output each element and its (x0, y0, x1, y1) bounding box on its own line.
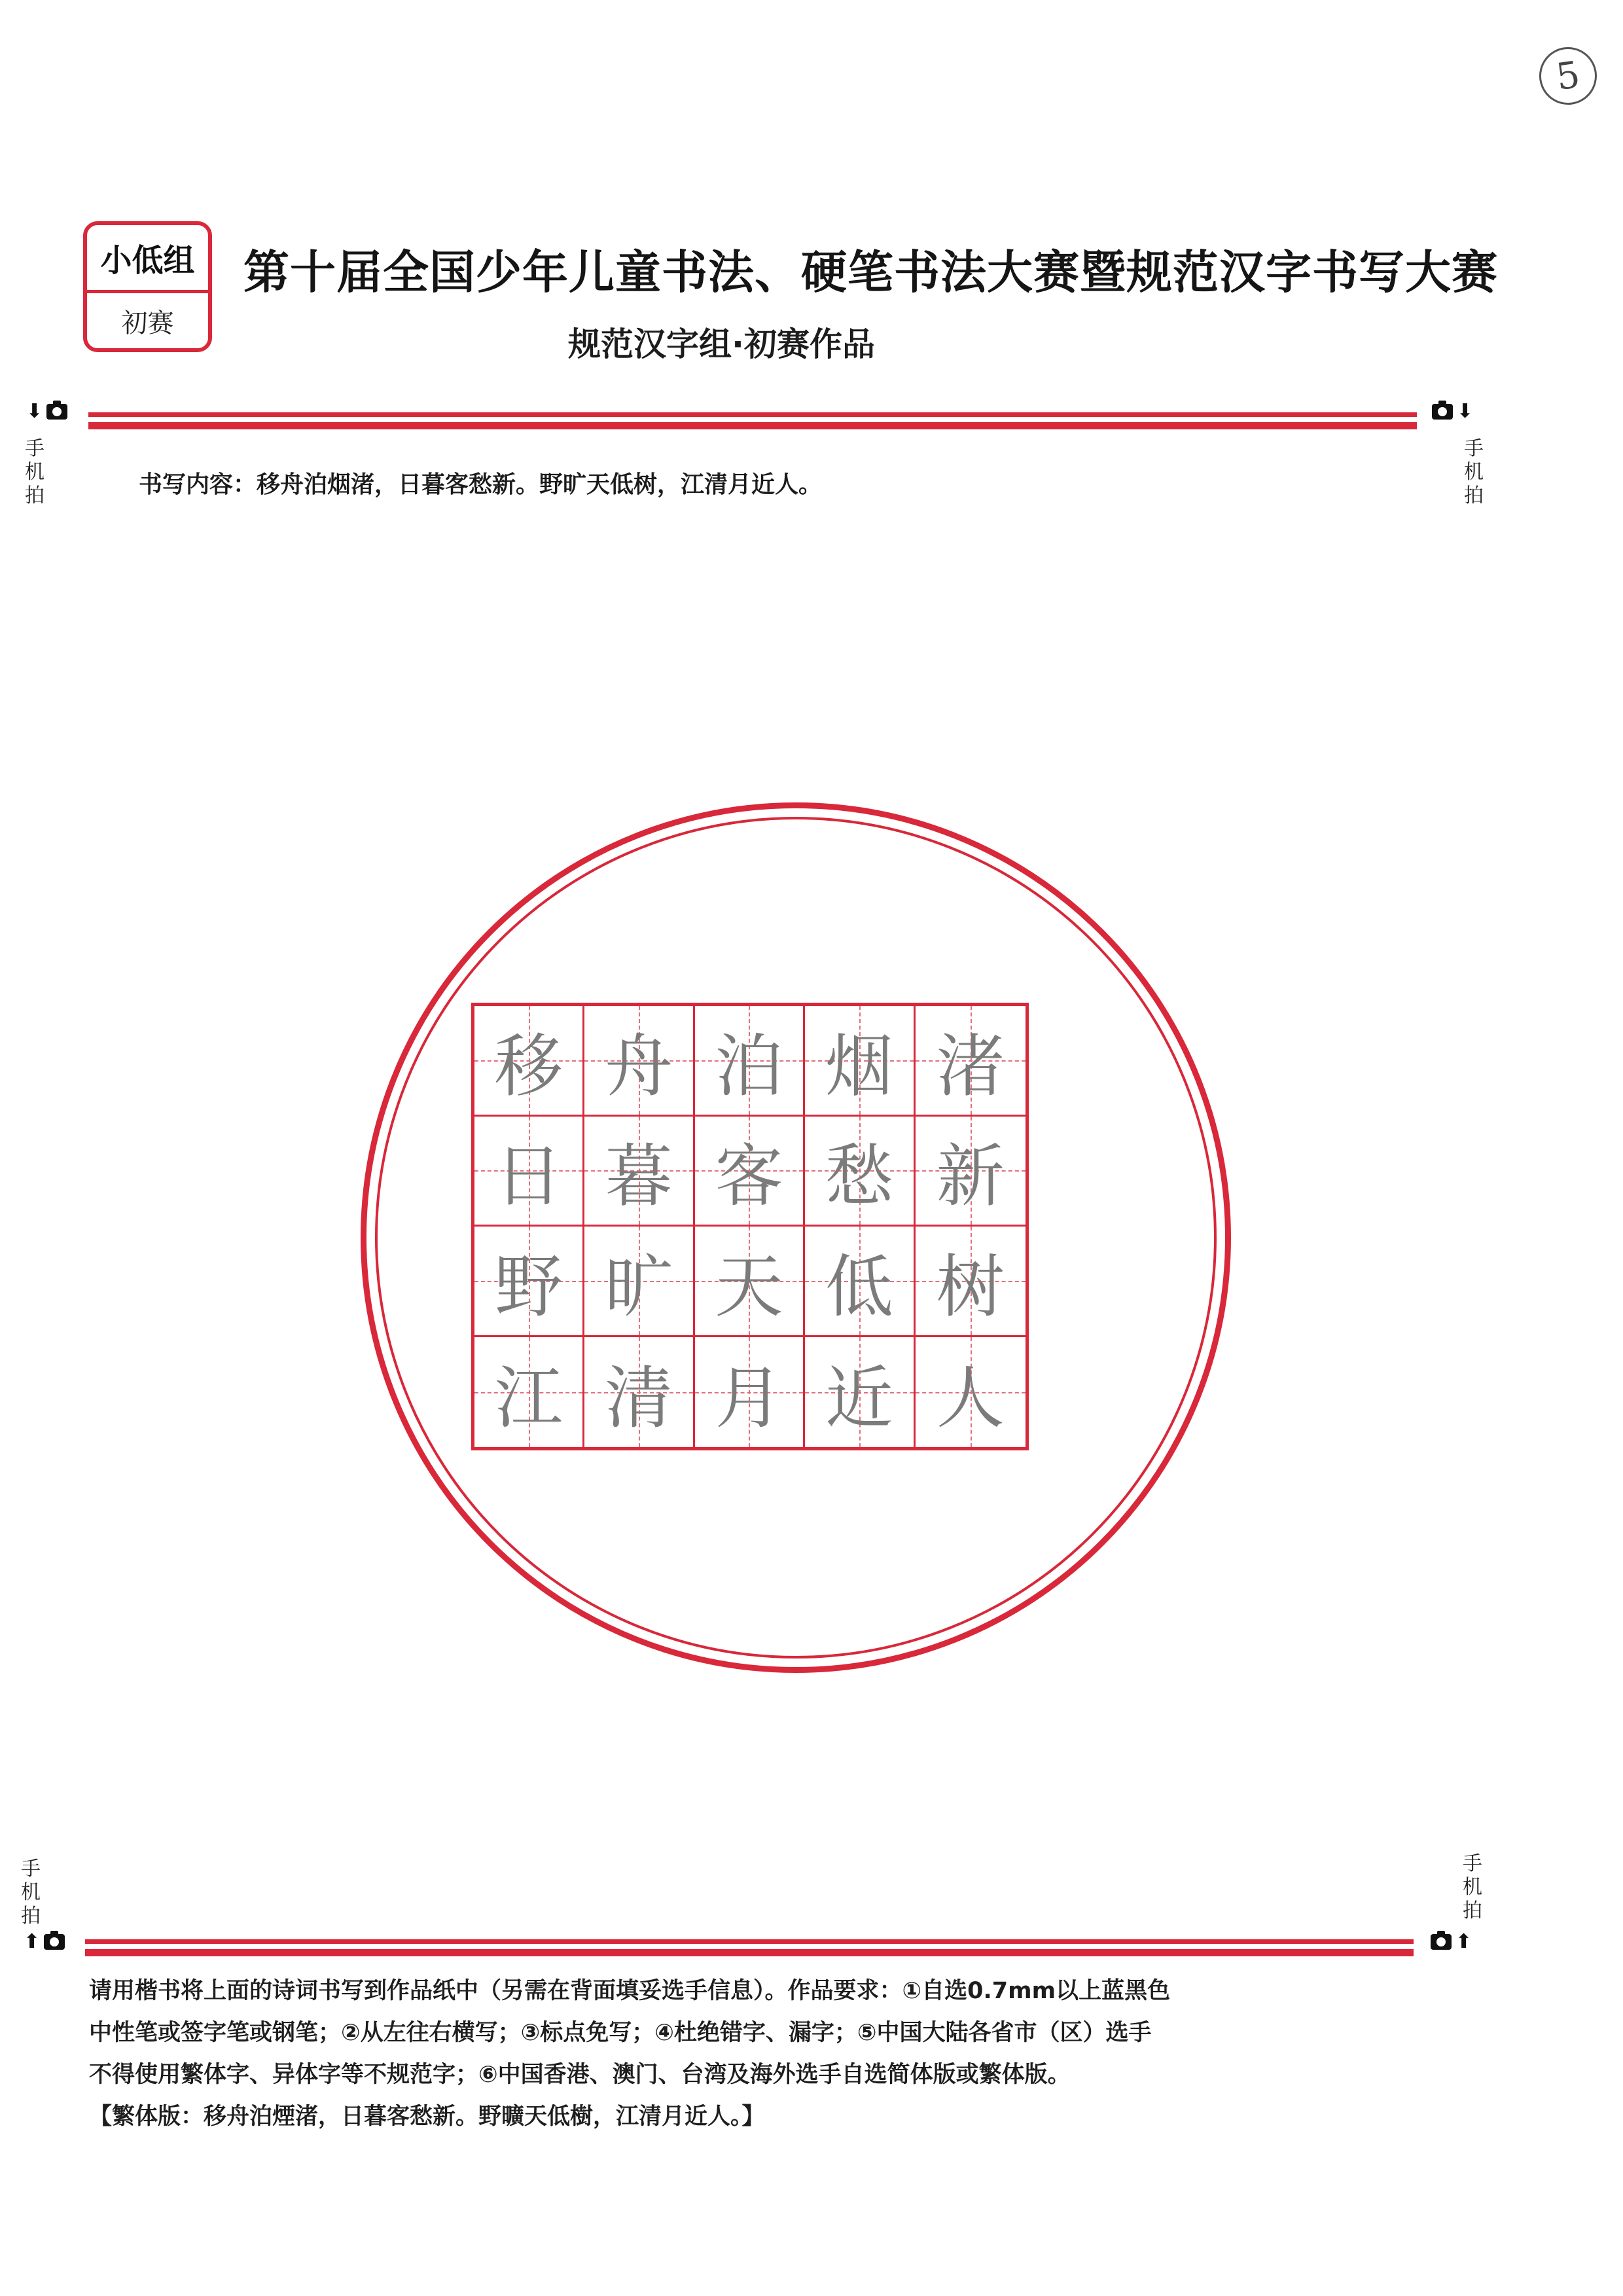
grid-cell: 烟 (805, 1006, 915, 1117)
writing-content: 书写内容：移舟泊烟渚，日暮客愁新。野旷天低树，江清月近人。 (139, 471, 823, 498)
page-number: 5 (1535, 43, 1600, 108)
up-arrow-icon: ⬆ (1455, 1930, 1472, 1953)
grid-cell: 愁 (805, 1117, 915, 1227)
grid-cell: 树 (916, 1227, 1026, 1337)
bottom-right-phone-label: 手机拍 (1463, 1852, 1482, 1922)
grid-cell: 天 (695, 1227, 805, 1337)
grid-cell: 泊 (695, 1006, 805, 1117)
bottom-right-camera-marker (1431, 1932, 1472, 1952)
grid-cell: 日 (474, 1117, 584, 1227)
grid-cell: 移 (474, 1006, 584, 1117)
grid-cell: 暮 (584, 1117, 694, 1227)
camera-icon (1432, 404, 1453, 420)
grid-cell: 野 (474, 1227, 584, 1337)
grid-cell: 客 (695, 1117, 805, 1227)
grid-cell: 月 (695, 1337, 805, 1448)
instructions-line: 不得使用繁体字、异体字等不规范字；⑥中国香港、澳门、台湾及海外选手自选简体版或繁体版。 (89, 2062, 1071, 2088)
top-right-phone-label: 手机拍 (1464, 437, 1484, 507)
grid-cell: 江 (474, 1337, 584, 1448)
page-title: 第十届全国少年儿童书法、硬笔书法大赛暨规范汉字书写大赛 (243, 245, 1498, 299)
grid-cell: 舟 (584, 1006, 694, 1117)
down-arrow-icon: ⬇ (26, 400, 43, 423)
page-subtitle: 规范汉字组·初赛作品 (568, 325, 875, 363)
group-stamp (83, 221, 212, 352)
instructions (89, 1970, 1424, 2138)
grid-cell: 近 (805, 1337, 915, 1448)
top-left-phone-label: 手机拍 (25, 437, 45, 507)
grid-cell: 低 (805, 1227, 915, 1337)
down-arrow-icon: ⬇ (1457, 400, 1474, 423)
bottom-red-rule (85, 1939, 1414, 1956)
top-red-rule (88, 412, 1417, 429)
top-right-camera-marker (1432, 402, 1473, 422)
camera-icon (46, 404, 67, 420)
traditional-version-line: 【繁体版：移舟泊煙渚，日暮客愁新。野曠天低樹，江清月近人。】 (89, 2104, 765, 2130)
camera-icon (1431, 1934, 1452, 1950)
instructions-line: 中性笔或签字笔或钢笔；②从左往右横写；③标点免写；④杜绝错字、漏字；⑤中国大陆各省市（区）选手 (89, 2020, 1152, 2046)
grid-cell: 新 (916, 1117, 1026, 1227)
camera-icon (44, 1934, 65, 1950)
bottom-left-camera-marker (24, 1932, 65, 1952)
bottom-left-phone-label: 手机拍 (21, 1857, 41, 1928)
writing-grid (471, 1003, 1029, 1450)
instructions-line: 请用楷书将上面的诗词书写到作品纸中（另需在背面填妥选手信息）。作品要求：①自选0.7mm以上蓝黑色 (89, 1978, 1171, 2004)
grid-cell: 旷 (584, 1227, 694, 1337)
stamp-group-label: 小低组 (87, 225, 208, 293)
up-arrow-icon: ⬆ (24, 1930, 41, 1953)
grid-cell: 渚 (916, 1006, 1026, 1117)
stamp-stage-label: 初赛 (121, 308, 174, 338)
grid-cell: 人 (916, 1337, 1026, 1448)
top-left-camera-marker (26, 402, 67, 422)
grid-cell: 清 (584, 1337, 694, 1448)
